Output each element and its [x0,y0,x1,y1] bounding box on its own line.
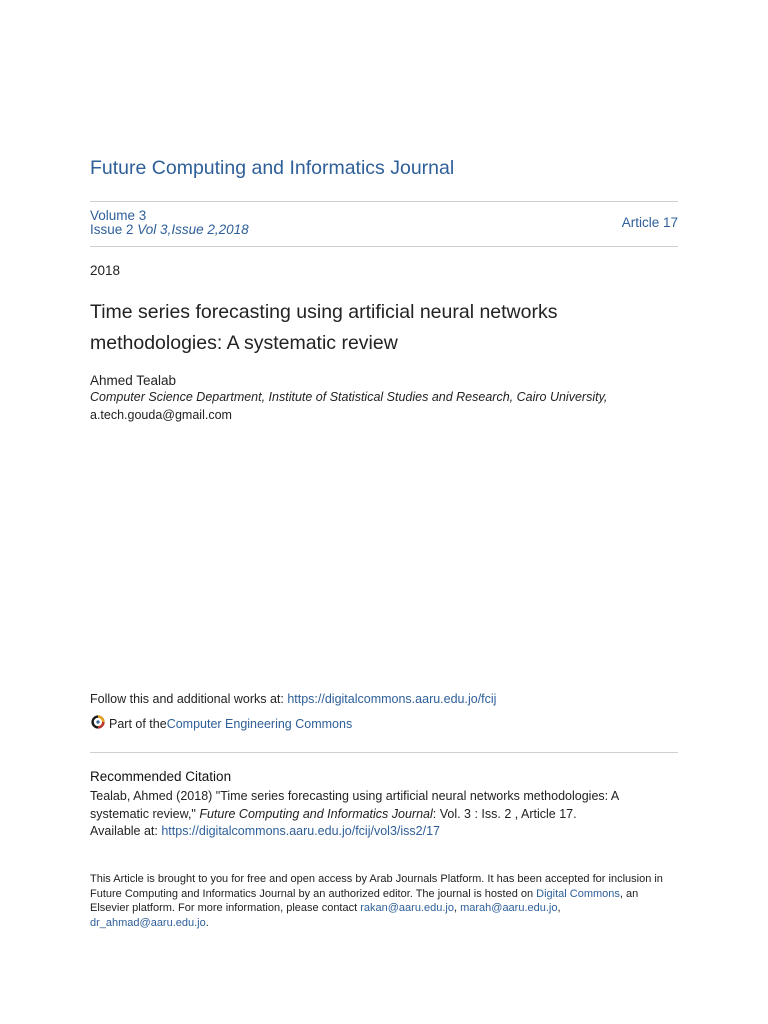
article-number-link[interactable]: Article 17 [621,215,678,230]
follow-prefix: Follow this and additional works at: [90,692,288,706]
separator: , [557,902,561,915]
part-of-prefix: Part of the [109,716,167,731]
author-email: a.tech.gouda@gmail.com [90,408,232,422]
citation-journal: Future Computing and Informatics Journal [199,806,433,821]
notice-text: , an Elsevier platform. For more information, please contact [90,887,639,915]
access-notice [90,872,678,931]
citation-text [90,788,678,841]
part-of-line [90,714,352,733]
author-affiliation: Computer Science Department, Institute of Statistical Studies and Research, Cairo University, [90,390,608,404]
issue-line [90,223,249,237]
author-name: Ahmed Tealab [90,373,177,388]
computer-engineering-commons-link[interactable]: Computer Engineering Commons [166,716,353,731]
available-prefix: Available at: [90,824,162,838]
contact-email-link[interactable]: rakan@aaru.edu.jo [360,902,454,915]
journal-title-link[interactable]: Future Computing and Informatics Journal [90,157,455,179]
citation-line: Tealab, Ahmed (2018) "Time series forecasting using artificial neural networks methodologies: A systematic review," [90,789,619,821]
issue-italic-link[interactable]: Vol 3,Issue 2,2018 [137,222,249,237]
recommended-citation-heading: Recommended Citation [90,769,232,784]
paper-title: Time series forecasting using artificial neural networks methodologies: A systematic review [90,301,558,354]
available-url-link[interactable]: https://digitalcommons.aaru.edu.jo/fcij/vol3/iss2/17 [161,824,440,838]
divider [90,752,678,753]
notice-text: This Article is brought to you for free and open access by Arab Journals Platform. It has been accepted for inclusion in Future Computing and Informatics Journal by an authorized editor. The journal is hosted on [90,873,663,900]
contact-email-link[interactable]: dr_ahmad@aaru.edu.jo [90,917,206,930]
follow-url-link[interactable]: https://digitalcommons.aaru.edu.jo/fcij [287,692,497,706]
volume-link[interactable]: Volume 3 [90,208,147,223]
notice-end: . [205,917,209,930]
network-commons-icon [90,714,109,733]
follow-line [90,692,496,706]
publication-year: 2018 [90,263,121,278]
citation-volume: : Vol. 3 : Iss. 2 , Article 17. [432,806,577,821]
issue-link[interactable]: Issue 2 [90,222,134,237]
divider [90,201,678,202]
divider [90,246,678,247]
volume-issue-block [90,209,249,237]
separator: , [453,902,461,915]
digital-commons-link[interactable]: Digital Commons [536,887,620,900]
contact-email-link[interactable]: marah@aaru.edu.jo [460,902,558,915]
